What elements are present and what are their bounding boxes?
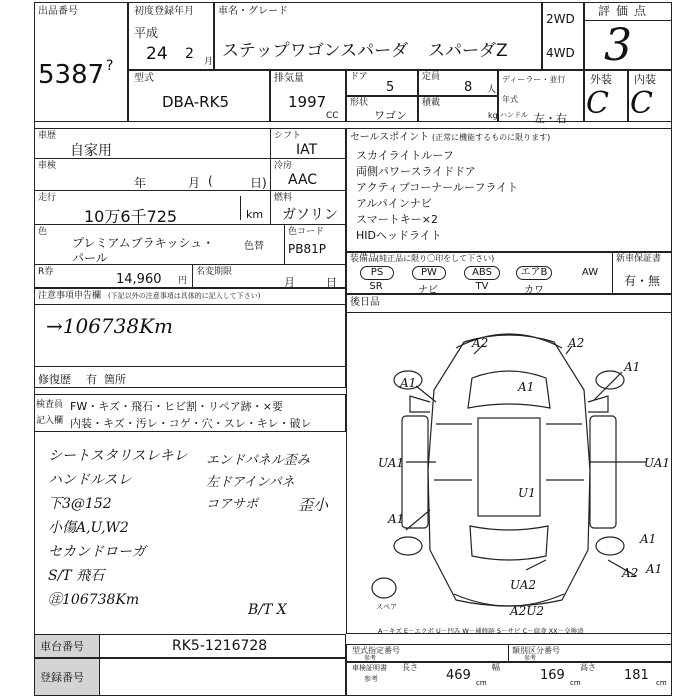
inspector-note: S/T 飛石 — [48, 568, 105, 584]
repair-value: 有 — [86, 373, 97, 386]
color-value: プレミアムブラキッシュ・パール — [72, 236, 215, 265]
recycle-label: R券 — [38, 267, 54, 277]
equip-ps-label: PS — [370, 267, 384, 278]
body-label: 形状 — [350, 98, 369, 108]
equip-navi: ナビ — [418, 285, 438, 296]
lot-suffix: ? — [106, 58, 114, 74]
damage-mark: A2 — [568, 336, 585, 350]
damage-mark: A1 — [646, 562, 663, 576]
class-ref: 参考 — [524, 655, 537, 662]
color-label: 色 — [38, 227, 48, 237]
deadline-label: 名変期限 — [196, 267, 233, 277]
recycle-value: 14,960 — [116, 272, 162, 287]
notes-line2 — [34, 366, 346, 367]
reg-month: 2 — [185, 46, 194, 62]
car-grade: スパーダZ — [428, 41, 508, 61]
kg-unit: kg — [488, 111, 498, 120]
doors-label: ドア — [350, 72, 368, 82]
damage-mark: A1 — [400, 376, 417, 390]
inspector-note: ㊟106738Km — [48, 592, 140, 608]
interior-damage-items: 内装・キズ・汚レ・コゲ・穴・スレ・キレ・破レ — [70, 417, 312, 430]
length-label: 長さ — [402, 663, 418, 672]
inspector-note: シートスタリスレキレ — [48, 448, 188, 464]
sales-item: スカイライトルーフ — [356, 149, 454, 162]
windshield — [468, 371, 550, 408]
history-label: 車歴 — [38, 131, 57, 141]
notes-line1 — [34, 304, 346, 305]
car-name: ステップワゴンスパーダ — [222, 41, 409, 61]
inspector-note: セカンドローガ — [48, 544, 146, 560]
reg-year: 24 — [146, 44, 168, 64]
sales-label: セールスポイント — [350, 132, 430, 143]
reg-div3 — [34, 224, 346, 225]
length-value: 469 — [446, 668, 471, 683]
exterior-label: 外装 — [590, 73, 612, 86]
shift-value: IAT — [296, 142, 318, 158]
sales-item: HIDヘッドライト — [356, 229, 442, 242]
equip-pw-label: PW — [421, 267, 437, 278]
width-value: 169 — [540, 668, 565, 683]
bt-note: B/T X — [248, 602, 287, 618]
lot-number: 5387 — [38, 60, 105, 90]
damage-mark: A2 — [472, 336, 489, 350]
displacement-label: 排気量 — [274, 73, 304, 84]
body-value: ワゴン — [374, 109, 407, 122]
damage-mark: A1 — [388, 512, 405, 526]
name-grade-label: 車名・グレード — [218, 6, 288, 17]
yen-unit: 円 — [178, 276, 188, 286]
height-unit: cm — [656, 679, 667, 687]
person-unit: 人 — [487, 85, 497, 95]
model-label: 型式 — [134, 73, 154, 84]
color-code-value: PB81P — [288, 242, 326, 256]
load-label: 積載 — [422, 98, 441, 108]
color-code-label: 色コード — [288, 227, 325, 237]
exterior-grade: C — [586, 86, 609, 121]
damage-mark: A1 — [518, 380, 535, 394]
model-year-label: 年式 — [502, 95, 518, 104]
equip-leather: カワ — [524, 285, 544, 296]
equip-pw — [412, 266, 446, 280]
era-label: 平成 — [134, 26, 159, 40]
damage-legend-text: A－キズ E－エクボ U－凹み W－補修跡 S－サビ C－腐食 XX－交換済 — [378, 627, 584, 635]
equipment-sub: (純正品に限り〇印をして下さい) — [376, 254, 495, 263]
exterior-inspector-label: 検査員 — [36, 400, 64, 410]
deadline-month: 月 — [284, 276, 295, 289]
damage-mark: A2U2 — [510, 604, 545, 618]
equip-abs-label: ABS — [472, 267, 492, 278]
inspector-notes — [48, 444, 187, 612]
inspection-day: 日) — [250, 176, 267, 190]
dims-ref: 参考 — [364, 675, 378, 683]
height-label: 高さ — [580, 663, 596, 672]
inspector-note: 下3@152 — [48, 496, 112, 512]
deadline-day: 日 — [326, 276, 337, 289]
sales-item: アクティブコーナールーフライト — [356, 181, 519, 194]
score-value: 3 — [604, 20, 632, 71]
drive-4wd: 4WD — [546, 46, 575, 60]
car-body-outline — [428, 335, 590, 606]
interior-grade: C — [630, 86, 653, 121]
chassis-value: RK5-1216728 — [172, 638, 268, 654]
history-value: 自家用 — [70, 143, 112, 159]
km-divider — [240, 196, 241, 220]
equip-sr: SR — [369, 281, 383, 292]
equip-aw: AW — [581, 267, 599, 278]
reg-no-label: 登録番号 — [40, 671, 84, 684]
damage-mark: U1 — [518, 486, 536, 500]
tire-rear-right — [596, 537, 624, 555]
inspector-note: 小傷A,U,W2 — [48, 520, 129, 536]
rear-window — [470, 526, 548, 560]
lot-label: 出品番号 — [38, 6, 78, 17]
warranty-options: 有・無 — [624, 274, 661, 288]
exterior-damage-items: FW・キズ・飛石・ヒビ割・リペア跡・×要 — [70, 400, 283, 413]
shift-label: シフト — [274, 131, 302, 141]
warranty-divider — [612, 252, 613, 294]
interior-inspector-label: 記入欄 — [36, 416, 64, 426]
warranty-label: 新車保証書 — [616, 254, 662, 264]
sales-item: スマートキー×2 — [356, 213, 438, 226]
score-label: 評価点 — [598, 4, 653, 18]
color-divider — [284, 224, 285, 264]
damage-mark: UA2 — [510, 578, 537, 592]
type-cert-divider — [508, 644, 509, 662]
sales-item: アルパインナビ — [356, 197, 432, 210]
type-cert-label: 型式指定番号 — [352, 646, 400, 655]
dims-label: 車検証明書 — [352, 664, 387, 672]
damage-mark: UA1 — [378, 456, 405, 470]
inspector-notes-right — [206, 450, 310, 516]
width-unit: cm — [570, 679, 581, 687]
length-unit: cm — [476, 679, 487, 687]
inspector-note-dent: 歪小 — [298, 496, 329, 514]
equipment-label: 装備品 — [350, 254, 378, 264]
report-label: 注意事項申告欄 — [38, 291, 102, 301]
repair-count: 箇所 — [104, 373, 126, 386]
type-cert-ref: 参考 — [364, 655, 377, 662]
height-value: 181 — [624, 668, 649, 683]
reg-month-unit: 月 — [204, 57, 214, 67]
inspection-year: 年 — [134, 176, 147, 190]
inspection-paren: ( — [208, 174, 213, 188]
capacity-value: 8 — [464, 80, 473, 95]
interior-label: 内装 — [634, 73, 656, 86]
displacement-value: 1997 — [288, 93, 327, 111]
first-reg-label: 初度登録年月 — [134, 6, 194, 17]
damage-mark: A1 — [624, 360, 641, 374]
reg-vdiv — [270, 128, 271, 224]
inspection-month: 月 — [188, 176, 201, 190]
spare-tire — [372, 578, 396, 598]
mileage-label: 走行 — [38, 193, 57, 203]
fuel-label: 燃料 — [274, 193, 293, 203]
color-change-label: 色替 — [244, 241, 264, 252]
back-seat-label: 後日品 — [350, 297, 380, 308]
tire-rear-left — [394, 537, 422, 555]
sales-sub: (正常に機能するものに限ります) — [432, 133, 551, 142]
km-unit: km — [246, 208, 264, 221]
doors-value: 5 — [386, 80, 395, 95]
fuel-value: ガソリン — [282, 207, 338, 223]
mileage-value: 10万6千725 — [84, 207, 178, 226]
recycle-divider — [192, 264, 193, 288]
capacity-label: 定員 — [422, 72, 441, 82]
model-value: DBA-RK5 — [162, 93, 229, 111]
width-label: 幅 — [492, 663, 500, 672]
dealer-label: ディーラー・並行 — [502, 75, 566, 84]
inspector-note: コアサポ — [206, 497, 259, 512]
sales-list — [356, 148, 518, 244]
damage-mark: UA1 — [644, 456, 671, 470]
handwritten-km: →106738Km — [46, 314, 174, 338]
ac-value: AAC — [288, 172, 318, 188]
equip-abs — [464, 266, 500, 280]
class-label: 類別区分番号 — [512, 646, 560, 655]
rear-bumper — [454, 594, 564, 606]
inspector-note: ハンドルスレ — [48, 472, 132, 488]
notes-block — [34, 288, 346, 388]
roof-panel — [478, 418, 540, 516]
diagram-top-line — [346, 312, 672, 313]
handle-label: ハンドル — [500, 111, 528, 119]
repair-label: 修復歴 — [38, 373, 71, 386]
damage-mark: A1 — [640, 532, 657, 546]
damage-mark: A2 — [622, 566, 639, 580]
equip-airbag — [516, 266, 552, 280]
handle-options: 左・右 — [534, 112, 567, 125]
sales-item: 両側パワースライドドア — [356, 165, 476, 178]
inspector-note: エンドパネル歪み — [206, 453, 310, 468]
drive-2wd: 2WD — [546, 12, 575, 26]
equip-ps — [360, 266, 394, 280]
inspector-note: 左ドアインパネ — [206, 475, 295, 490]
inspection-label: 車検 — [38, 161, 57, 171]
report-sub: (下記以外の注意事項は具体的に記入して下さい) — [108, 292, 261, 300]
equip-airbag-label: エアB — [520, 267, 548, 278]
cc-unit: CC — [326, 111, 339, 121]
spare-label: スペア — [376, 603, 397, 611]
equip-tv: TV — [475, 281, 489, 292]
chassis-label: 車台番号 — [40, 640, 84, 653]
ac-label: 冷房 — [274, 161, 293, 171]
